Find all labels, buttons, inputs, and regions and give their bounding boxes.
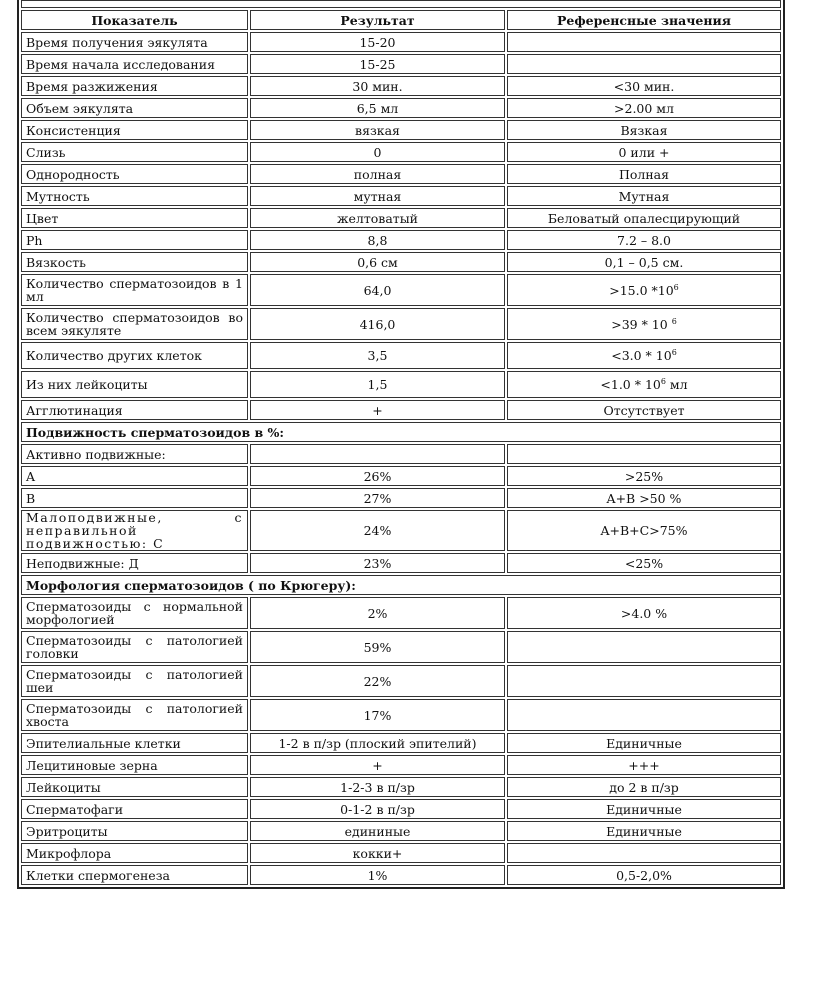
row-label: Время получения эякулята <box>21 32 248 52</box>
row-result: 22% <box>250 665 505 697</box>
ref-main: <1.0 * 10 <box>600 377 661 392</box>
ref-main: >15.0 *10 <box>609 282 674 298</box>
row-reference <box>507 342 781 369</box>
row-result: 24% <box>250 510 505 551</box>
row-label: Сперматозоиды с нормальной морфологией <box>21 597 248 629</box>
ref-exponent: 6 <box>671 347 677 357</box>
table-top-row <box>21 0 781 8</box>
table-row <box>21 488 781 508</box>
row-label: A <box>21 466 248 486</box>
table-row <box>21 665 781 697</box>
row-result: + <box>250 400 505 420</box>
table-row <box>21 308 781 340</box>
table-row <box>21 631 781 663</box>
row-label: Количество сперматозоидов во всем эякуляте <box>21 308 248 340</box>
table-row <box>21 466 781 486</box>
table-row <box>21 865 781 885</box>
table-row <box>21 444 781 464</box>
row-label: B <box>21 488 248 508</box>
row-result: 27% <box>250 488 505 508</box>
row-result: 1-2-3 в п/зр <box>250 777 505 797</box>
row-label: Количество других клеток <box>21 342 248 369</box>
ref-unit: мл <box>665 377 688 392</box>
table-top-cell <box>21 0 781 8</box>
row-result: 26% <box>250 466 505 486</box>
row-label: Время разжижения <box>21 76 248 96</box>
row-result: 1% <box>250 865 505 885</box>
table-row <box>21 510 781 551</box>
ref-exponent: 6 <box>671 316 677 326</box>
row-reference <box>507 665 781 697</box>
table-row <box>21 733 781 753</box>
table-row <box>21 54 781 74</box>
row-reference: >4.0 % <box>507 597 781 629</box>
row-reference <box>507 54 781 74</box>
row-reference: Единичные <box>507 733 781 753</box>
row-label: Вязкость <box>21 252 248 272</box>
section-row <box>21 422 781 442</box>
row-label: Лейкоциты <box>21 777 248 797</box>
row-reference: A+B+C>75% <box>507 510 781 551</box>
row-result: 64,0 <box>250 274 505 306</box>
table-row <box>21 777 781 797</box>
row-result: 2% <box>250 597 505 629</box>
row-result <box>250 444 505 464</box>
row-result: 416,0 <box>250 308 505 340</box>
table-row <box>21 164 781 184</box>
table-row <box>21 98 781 118</box>
row-reference <box>507 32 781 52</box>
table-row <box>21 230 781 250</box>
row-reference: до 2 в п/зр <box>507 777 781 797</box>
row-label: Малоподвижные, с неправильной подвижностью: С <box>21 510 248 551</box>
row-reference <box>507 274 781 306</box>
row-label: Неподвижные: Д <box>21 553 248 573</box>
row-label: Сперматозоиды с патологией головки <box>21 631 248 663</box>
row-result: 1,5 <box>250 371 505 398</box>
row-reference: Беловатый опалесцирующий <box>507 208 781 228</box>
section-row <box>21 575 781 595</box>
row-reference: 0 или + <box>507 142 781 162</box>
table-row <box>21 186 781 206</box>
row-reference: 0,5-2,0% <box>507 865 781 885</box>
table-row <box>21 699 781 731</box>
row-reference <box>507 631 781 663</box>
table-row <box>21 843 781 863</box>
row-result: 0,6 см <box>250 252 505 272</box>
row-label: Время начала исследования <box>21 54 248 74</box>
row-reference: A+B >50 % <box>507 488 781 508</box>
row-result: вязкая <box>250 120 505 140</box>
table-row <box>21 553 781 573</box>
row-reference <box>507 444 781 464</box>
row-label: Из них лейкоциты <box>21 371 248 398</box>
row-result: 1-2 в п/зр (плоский эпителий) <box>250 733 505 753</box>
row-label: Агглютинация <box>21 400 248 420</box>
table-row <box>21 142 781 162</box>
row-reference: Мутная <box>507 186 781 206</box>
row-label: Активно подвижные: <box>21 444 248 464</box>
row-label: Мутность <box>21 186 248 206</box>
table-row <box>21 799 781 819</box>
ref-main: <3.0 * 10 <box>611 348 672 363</box>
row-result: + <box>250 755 505 775</box>
table-header-row <box>21 10 781 30</box>
row-label: Клетки спермогенеза <box>21 865 248 885</box>
row-reference <box>507 371 781 398</box>
row-result: 30 мин. <box>250 76 505 96</box>
row-result: 17% <box>250 699 505 731</box>
section-title-morphology: Морфология сперматозоидов ( по Крюгеру): <box>21 575 781 595</box>
table-row <box>21 120 781 140</box>
row-reference <box>507 308 781 340</box>
row-result: 59% <box>250 631 505 663</box>
header-result: Результат <box>250 10 505 30</box>
row-result: 15-20 <box>250 32 505 52</box>
table-row <box>21 371 781 398</box>
row-result: 6,5 мл <box>250 98 505 118</box>
row-reference: 0,1 – 0,5 см. <box>507 252 781 272</box>
row-label: Слизь <box>21 142 248 162</box>
row-result: едининые <box>250 821 505 841</box>
row-label: Лецитиновые зерна <box>21 755 248 775</box>
table-row <box>21 342 781 369</box>
row-reference: +++ <box>507 755 781 775</box>
row-reference <box>507 699 781 731</box>
row-label: Сперматофаги <box>21 799 248 819</box>
table-row <box>21 274 781 306</box>
table-row <box>21 252 781 272</box>
table-row <box>21 76 781 96</box>
row-reference: 7.2 – 8.0 <box>507 230 781 250</box>
row-result: 0 <box>250 142 505 162</box>
row-result: 0-1-2 в п/зр <box>250 799 505 819</box>
row-reference: Единичные <box>507 799 781 819</box>
row-label: Консистенция <box>21 120 248 140</box>
row-result: желтоватый <box>250 208 505 228</box>
row-reference: Отсутствует <box>507 400 781 420</box>
row-result: мутная <box>250 186 505 206</box>
table-row <box>21 821 781 841</box>
row-result: 8,8 <box>250 230 505 250</box>
row-label: Сперматозоиды с патологией шеи <box>21 665 248 697</box>
row-result: 3,5 <box>250 342 505 369</box>
row-result: полная <box>250 164 505 184</box>
row-result: кокки+ <box>250 843 505 863</box>
table-row <box>21 400 781 420</box>
row-reference: Вязкая <box>507 120 781 140</box>
ref-exponent: 6 <box>660 376 666 386</box>
row-label: Однородность <box>21 164 248 184</box>
row-label: Ph <box>21 230 248 250</box>
table-row <box>21 32 781 52</box>
row-label: Сперматозоиды с патологией хвоста <box>21 699 248 731</box>
row-label: Эритроциты <box>21 821 248 841</box>
table-row <box>21 597 781 629</box>
header-reference: Референсные значения <box>507 10 781 30</box>
row-reference: <25% <box>507 553 781 573</box>
table-row <box>21 208 781 228</box>
row-label: Количество сперматозоидов в 1 мл <box>21 274 248 306</box>
row-label: Микрофлора <box>21 843 248 863</box>
row-reference: >25% <box>507 466 781 486</box>
table-row <box>21 755 781 775</box>
ref-main: >39 * 10 <box>611 316 672 332</box>
semen-analysis-table <box>17 0 785 889</box>
row-result: 15-25 <box>250 54 505 74</box>
header-indicator: Показатель <box>21 10 248 30</box>
row-reference <box>507 843 781 863</box>
row-label: Эпителиальные клетки <box>21 733 248 753</box>
row-reference: Единичные <box>507 821 781 841</box>
row-reference: Полная <box>507 164 781 184</box>
ref-exponent: 6 <box>673 282 679 292</box>
row-reference: <30 мин. <box>507 76 781 96</box>
row-result: 23% <box>250 553 505 573</box>
row-label: Объем эякулята <box>21 98 248 118</box>
section-title-motility: Подвижность сперматозоидов в %: <box>21 422 781 442</box>
row-reference: >2.00 мл <box>507 98 781 118</box>
row-label: Цвет <box>21 208 248 228</box>
